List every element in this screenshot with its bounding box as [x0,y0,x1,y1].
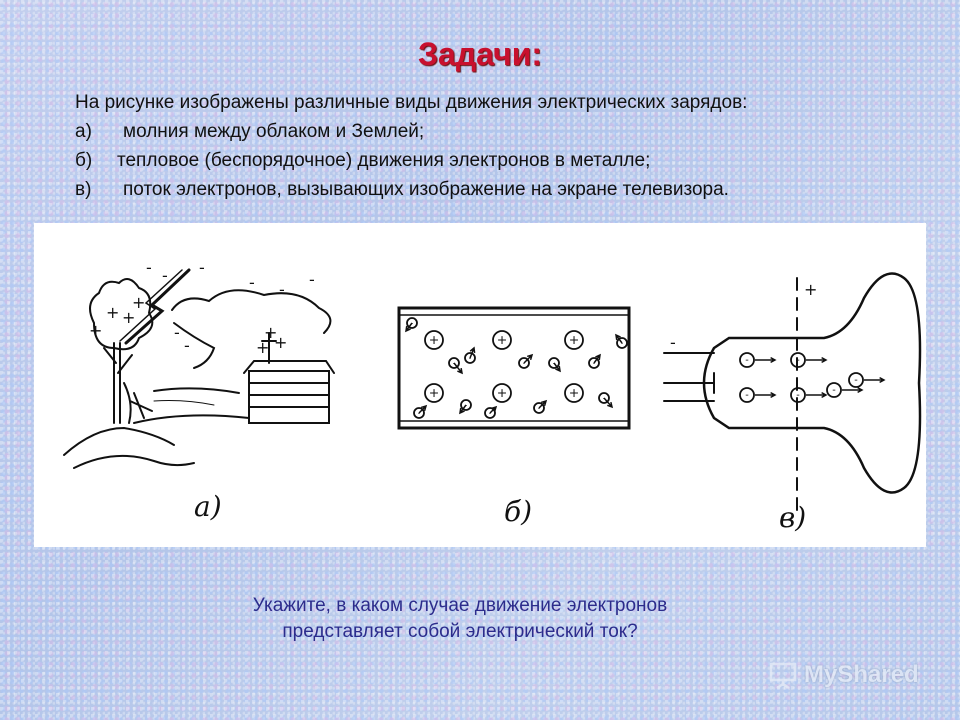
svg-text:-: - [417,409,421,418]
svg-text:-: - [745,390,749,402]
ion-5 [565,384,583,402]
cloud-minus-5: - [309,270,315,289]
slide-title: Задачи: [417,36,543,72]
svg-text:-: - [452,359,456,368]
ion-4 [493,384,511,402]
svg-text:-: - [537,404,541,413]
svg-text:+: + [568,332,580,348]
electron-beam-2 [791,353,805,367]
electron-beam-4 [827,383,841,397]
electron-beam-5 [849,373,863,387]
item-c [75,175,747,204]
intro-heading: На рисунке изображены различные виды движения электрических зарядов: [75,92,748,113]
svg-text:+: + [568,385,580,401]
ground-plus-1: + [106,303,120,322]
item-a [75,117,747,146]
cloud-minus-7: - [174,323,180,342]
beam-arrow-4 [842,388,862,393]
crt-plus-sign: + [804,280,818,299]
item-c-marker: в) [75,179,92,200]
svg-text:-: - [410,319,414,328]
ion-1 [493,331,511,349]
question-line-1: Укажите, в каком случае движение электронов [252,595,668,616]
svg-text:+: + [428,332,440,348]
beam-arrow-0 [755,358,775,363]
svg-text:-: - [552,359,556,368]
ion-0 [425,331,443,349]
electron-beam-1 [740,388,754,402]
svg-text:+: + [428,385,440,401]
svg-text:+: + [496,332,508,348]
svg-text:-: - [592,359,596,368]
question-text [160,593,760,645]
watermark-text: MyShared [804,661,919,688]
beam-arrow-1 [755,393,775,398]
svg-text:-: - [796,355,800,367]
cloud-minus-4: - [279,280,285,299]
beam-arrow-2 [806,358,826,363]
illustration-panel [34,223,926,547]
item-b [75,146,747,175]
caption-c: в) [779,501,807,534]
ion-2 [565,331,583,349]
illustration-drawing [34,223,926,547]
electron-beam-3 [791,388,805,402]
svg-text:-: - [745,355,749,367]
caption-b: б) [504,495,533,528]
cloud-minus-3: - [249,273,255,292]
ground-plus-6: + [256,338,270,357]
svg-text:-: - [620,339,624,348]
item-b-text: тепловое (беспорядочное) движения электронов в металле; [117,150,651,171]
ground-plus-0: + [89,321,103,340]
cloud-minus-6: - [184,336,190,355]
ground-plus-3: + [122,308,136,327]
ground-plus-4: + [264,323,278,342]
svg-text:-: - [796,390,800,402]
item-c-text: поток электронов, вызывающих изображение на экране телевизора. [123,179,729,200]
svg-text:-: - [468,354,472,363]
cloud-minus-2: - [199,258,205,277]
charge-symbols [406,318,884,418]
cloud-minus-0: - [146,258,152,277]
svg-text:-: - [522,359,526,368]
beam-arrow-5 [864,378,884,383]
caption-a: а) [194,490,222,523]
ground-plus-5: + [274,333,288,352]
item-b-marker: б) [75,150,93,171]
crt-minus-sign: - [670,333,676,352]
ground-plus-2: + [132,293,146,312]
svg-text:-: - [854,375,858,387]
svg-text:-: - [602,394,606,403]
cloud-minus-1: - [162,266,168,285]
svg-text:+: + [496,385,508,401]
ion-3 [425,384,443,402]
beam-arrow-3 [806,393,826,398]
electron-beam-0 [740,353,754,367]
svg-text:-: - [832,385,836,397]
watermark [768,658,919,692]
problem-text [75,88,747,204]
presentation-board-icon [768,660,798,690]
lightning-scene [54,270,334,523]
svg-text:-: - [464,401,468,410]
question-line-2: представляет собой электрический ток? [282,621,638,642]
item-a-marker: а) [75,121,92,142]
item-a-text: молния между облаком и Землей; [123,121,425,142]
svg-text:-: - [488,409,492,418]
